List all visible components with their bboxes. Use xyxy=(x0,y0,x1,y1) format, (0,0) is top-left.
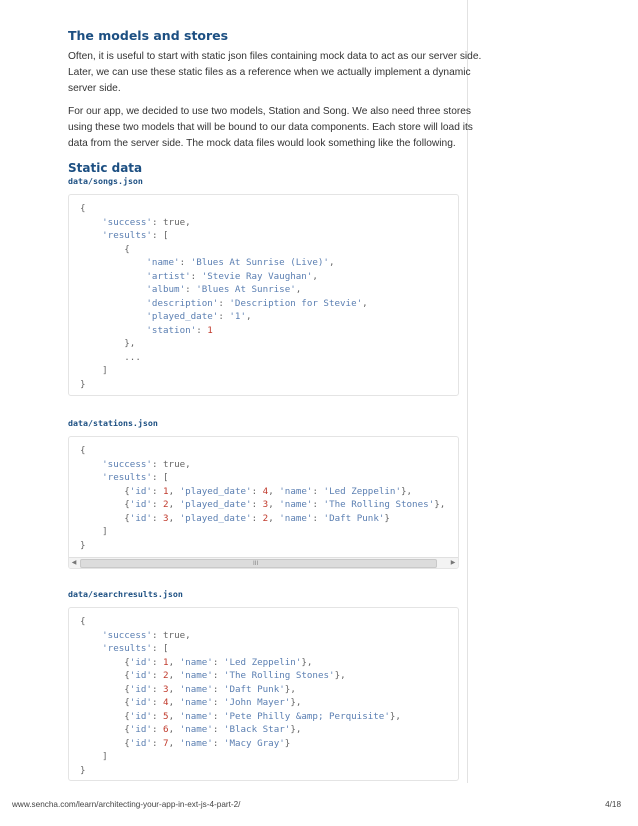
paragraph-line: For our app, we decided to use two models, Station and Song. We also need three stores xyxy=(68,106,472,118)
file-label-stations: data/stations.json xyxy=(68,418,158,428)
code-block-searchresults xyxy=(68,607,459,781)
code-songs: { 'success': true, 'results': [ { 'name': 'Blues At Sunrise (Live)', 'artist': 'Stevie Ray Vaughan', 'album': 'Blues At Sunrise', 'description': 'Description for Stevie', 'played_date': '1', 'station': 1 }, ... ] } xyxy=(80,203,368,390)
code-block-songs xyxy=(68,194,459,396)
paragraph-1 xyxy=(68,49,482,96)
code-searchresults: { 'success': true, 'results': [ {'id': 1, 'name': 'Led Zeppelin'}, {'id': 2, 'name': 'The Rolling Stones'}, {'id': 3, 'name': 'Daft Punk'}, {'id': 4, 'name': 'John Mayer'}, {'id': 5, 'name': 'Pete Philly &amp; Perquisite'}, {'id': 6, 'name': 'Black Star'}, {'id': 7, 'name': 'Macy Gray'} ] } xyxy=(80,616,401,776)
file-label-songs: data/songs.json xyxy=(68,176,143,186)
code-block-stations xyxy=(68,436,459,569)
scroll-right-arrow-icon[interactable]: ▶ xyxy=(450,560,456,566)
file-label-searchresults: data/searchresults.json xyxy=(68,589,183,599)
paragraph-line: using these two models that will be bound to our data components. Each store will load its xyxy=(68,122,473,134)
paragraph-line: Later, we can use these static files as a reference when we actually implement a dynamic xyxy=(68,66,471,78)
scrollbar-grip: III xyxy=(253,560,259,567)
horizontal-scrollbar[interactable] xyxy=(69,557,458,568)
subsection-title: Static data xyxy=(68,160,143,175)
article-content xyxy=(68,28,482,182)
page-divider xyxy=(467,0,468,783)
section-title: The models and stores xyxy=(68,28,229,43)
paragraph-line: Often, it is useful to start with static json files containing mock data to act as our server side. xyxy=(68,51,482,62)
page-footer xyxy=(0,800,638,812)
page-number: 4/18 xyxy=(605,800,621,809)
scroll-left-arrow-icon[interactable]: ◀ xyxy=(71,560,77,566)
paragraph-line: server side. xyxy=(68,82,121,94)
code-stations: { 'success': true, 'results': [ {'id': 1, 'played_date': 4, 'name': 'Led Zeppelin'}, {'id': 2, 'played_date': 3, 'name': 'The Rolling Stones'}, {'id': 3, 'played_date': 2, 'name': 'Daft Punk'} ] } xyxy=(80,445,446,551)
footer-url[interactable]: www.sencha.com/learn/architecting-your-app-in-ext-js-4-part-2/ xyxy=(12,800,241,809)
paragraph-line: data from the server side. The mock data files would look something like the following. xyxy=(68,137,456,149)
paragraph-2 xyxy=(68,104,473,151)
scrollbar-thumb[interactable] xyxy=(80,559,437,568)
